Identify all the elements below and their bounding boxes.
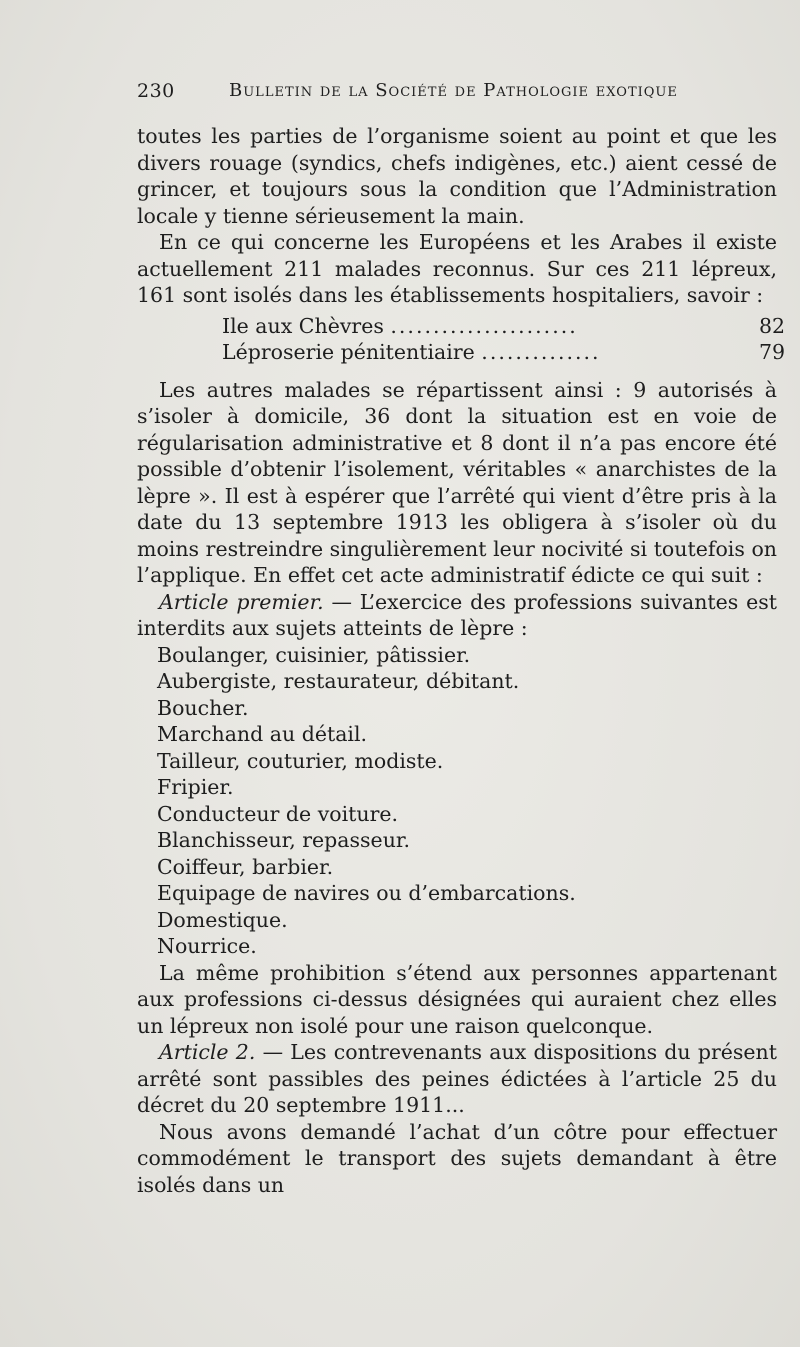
dot-leader: ...................... <box>390 313 578 338</box>
establishment-name: Ile aux Chèvres <box>222 313 384 338</box>
paragraph-1: toutes les parties de l’organisme soient au point et que les divers rouage (syndics, chefs indigènes, etc.) aient cessé de grincer, et toujours sous la condition que l’Administration locale y tienne sérieusement la main. <box>137 124 777 228</box>
article-2 <box>137 1039 777 1119</box>
profession-item: Tailleur, couturier, modiste. <box>157 748 444 773</box>
profession-item: Coiffeur, barbier. <box>157 854 334 879</box>
paragraph-last: Nous avons demandé l’achat d’un côtre pour effectuer commodément le transport des sujets demandant à être isolés dans un <box>137 1119 777 1197</box>
establishment-name: Léproserie pénitentiaire <box>222 340 475 364</box>
profession-item: Boulanger, cuisinier, pâtissier. <box>157 642 471 667</box>
profession-item: Blanchisseur, repasseur. <box>157 828 410 852</box>
establishment-entry <box>222 313 786 340</box>
establishments-list <box>137 313 786 366</box>
article-premier <box>137 589 777 642</box>
body-text <box>137 123 786 1198</box>
page-number: 230 <box>137 80 175 102</box>
paragraph-prohibition: La même prohibition s’étend aux personnes appartenant aux professions ci-dessus désignées qui auraient chez elles un lépreux non isolé pour une raison quelconque. <box>137 960 777 1038</box>
profession-item: Domestique. <box>157 907 288 932</box>
article-2-label: Article 2. <box>159 1040 256 1064</box>
profession-item: Boucher. <box>157 695 249 720</box>
profession-item: Nourrice. <box>157 934 257 958</box>
paragraph-3: Les autres malades se répartissent ainsi : 9 autorisés à s’isoler à domicile, 36 dont la situation est en voie de régularisation administrative et 8 dont il n’a pas encore été possible d’obtenir l’isolement, véritables « anarchistes de la lèpre ». Il est à espérer que l’arrêté qui vient d’être pris à la date du 13 septembre 1913 les obligera à s’isoler où du moins restreindre singulièrement leur nocivité si toutefois on l’applique. En effet cet acte administratif édicte ce qui suit : <box>137 377 777 587</box>
establishment-count: 79 <box>759 340 786 364</box>
article-premier-text: — L’exercice des professions suivantes est interdits aux sujets atteints de lèpre : <box>137 589 777 640</box>
article-premier-label: Article premier. <box>159 589 324 614</box>
professions-list <box>137 642 777 960</box>
running-title: Bulletin de la Société de Pathologie exotique <box>229 80 678 101</box>
profession-item: Equipage de navires ou d’embarcations. <box>157 881 576 905</box>
profession-item: Fripier. <box>157 775 234 799</box>
profession-item: Conducteur de voiture. <box>157 801 399 826</box>
dot-leader: .............. <box>481 340 601 364</box>
paragraph-2: En ce qui concerne les Européens et les Arabes il existe actuellement 211 malades reconnus. Sur ces 211 lépreux, 161 sont isolés dans les établissements hospitaliers, savoir : <box>137 230 777 307</box>
profession-item: Aubergiste, restaurateur, débitant. <box>157 669 520 693</box>
profession-item: Marchand au détail. <box>157 722 368 746</box>
establishment-count: 82 <box>759 313 786 338</box>
article-2-text: — Les contrevenants aux dispositions du présent arrêté sont passibles des peines édictées à l’article 25 du décret du 20 septembre 1911... <box>137 1040 778 1117</box>
establishment-entry <box>222 339 786 366</box>
